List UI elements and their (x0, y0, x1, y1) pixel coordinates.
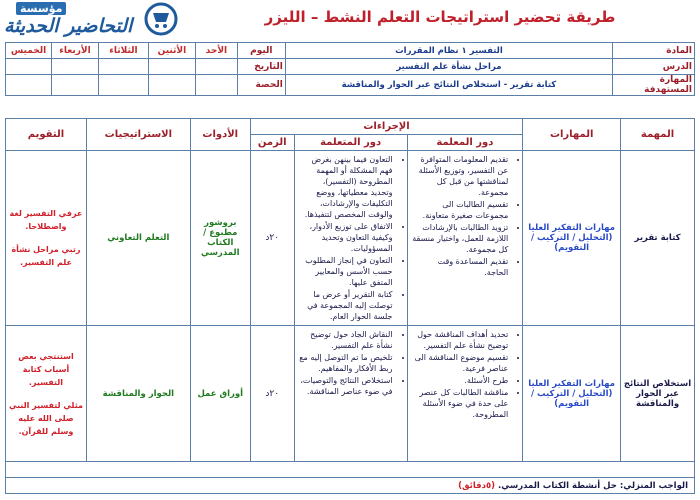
subject-value: التفسير ١ نظام المقررات (285, 43, 612, 59)
list-item: • تقديم المعلومات المتوافرة عن التفسير، وتوزيع الأسئلة لمناقشتها من قبل كل مجموعة. (412, 154, 509, 198)
evaluation-cell (6, 151, 87, 326)
strategy-cell: التعلم التعاوني (86, 151, 190, 326)
list-item: • تحديد أهداف المناقشة حول توضيح نشأة علم التفسير. (412, 329, 509, 351)
table-row (6, 326, 695, 462)
target-skill-value: كتابة تقرير - استخلاص النتائج عبر الحوار والمناقشة (285, 75, 612, 96)
header-skills: المهارات (523, 119, 621, 151)
homework-text: الواجب المنزلي: حل أنشطة الكتاب المدرسي. (498, 480, 688, 491)
skills-cell (523, 151, 621, 326)
list-item: • تقسيم موضوع المناقشة الى عناصر فرعية. (412, 352, 509, 374)
page-title: طريقة تحضير استراتيجات التعلم النشط – الليزر (264, 8, 616, 26)
header-procedures: الإجراءات (250, 119, 523, 135)
day-label: اليوم (237, 43, 285, 59)
logo-main-text: التحاضير الحديثة (4, 15, 133, 37)
skills-cell (523, 326, 621, 462)
task-cell: استخلاص النتائج عبر الحوار والمناقشة (621, 326, 695, 462)
list-item: • تزويد الطالبات بالإرشادات اللازمة للعمل، واختيار منسقة كل مجموعة. (412, 222, 509, 255)
evaluation-question-1: استنتجي بعض أسباب كتابة التفسير. (18, 351, 74, 387)
lesson-info-table (5, 42, 695, 96)
list-item: • مناقشة الطالبات كل عنصر على حدة في ضوء الأسئلة المطروحة. (412, 387, 509, 420)
list-item: • التعاون في إنجاز المطلوب حسب الأسس والمعايير المتفق عليها. (299, 255, 393, 288)
header-evaluation: التقويم (6, 119, 87, 151)
task-cell: كتابة تقرير (621, 151, 695, 326)
lesson-label: الدرس (613, 59, 695, 75)
list-item: • الاتفاق على توزيع الأدوار، وكيفية التعاون وتحديد المسؤوليات. (299, 221, 393, 254)
evaluation-question-2: مثلي لتفسير النبي صلى الله عليه وسلم للقرآن. (8, 400, 83, 436)
skills-line-2: (التحليل / التركيب / التقويم) (530, 233, 613, 253)
evaluation-cell (6, 326, 87, 462)
day-sunday: الأحد (195, 43, 237, 59)
day-tuesday: الثلاثاء (99, 43, 149, 59)
list-item: • طرح الأسئلة. (412, 375, 509, 386)
skills-line-1: مهارات التفكير العليا (528, 378, 616, 389)
day-wednesday: الأربعاء (52, 43, 99, 59)
tools-cell: أوراق عمل (190, 326, 250, 462)
list-item: • التعاون فيما بينهن بغرض فهم المشكلة أو المهمة المطروحة (التفسير)، وتحديد معطياتها، ووضع التكليفات والإرشادات، والوقت المخصص لتنفيذها. (299, 154, 393, 220)
tools-cell: بروشور مطبوع / الكتاب المدرسي (190, 151, 250, 326)
header-tools: الأدوات (190, 119, 250, 151)
header-time: الزمن (250, 135, 294, 151)
subject-label: المادة (613, 43, 695, 59)
table-row (6, 151, 695, 326)
lesson-value: مراحل نشأة علم التفسير (285, 59, 612, 75)
student-role-cell (294, 151, 407, 326)
day-thursday: الخميس (6, 43, 52, 59)
list-item: • تقديم المساعدة وقت الحاجة. (412, 256, 509, 278)
header-strategies: الاستراتيجيات (86, 119, 190, 151)
logo-small-text: مؤسسة (16, 2, 66, 15)
homework-row (6, 478, 695, 494)
homework-minutes: (٥دقائق) (458, 480, 496, 491)
list-item: • تقسيم الطالبات الى مجموعات صغيرة متعاونة. (412, 199, 509, 221)
teacher-role-cell (407, 326, 523, 462)
day-monday: الأثنين (148, 43, 195, 59)
list-item: • تلخيص ما تم التوصل إليه مع ربط الأفكار والمفاهيم. (299, 352, 393, 374)
period-label: الحصة (237, 75, 285, 96)
list-item: • استخلاص النتائج والتوصيات، في ضوء عناصر المناقشة. (299, 375, 393, 397)
header-teacher-role: دور المعلمة (407, 135, 523, 151)
strategy-cell: الحوار والمناقشة (86, 326, 190, 462)
date-label: التاريخ (237, 59, 285, 75)
evaluation-question-2: رتبي مراحل نشأة علم التفسير. (11, 245, 81, 267)
skills-line-1: مهارات التفكير العليا (528, 223, 616, 233)
lesson-plan-table (5, 118, 695, 494)
logo (4, 2, 176, 42)
list-item: • كتابة التقرير أو عرض ما توصلت إليه المجموعة في جلسة الحوار العام. (299, 289, 393, 322)
list-item: • النقاش الجاد حول توضيح نشأة علم التفسير. (299, 329, 393, 351)
cart-icon (144, 2, 178, 36)
evaluation-question-1: عرفي التفسير لغة واصطلاحا. (9, 209, 83, 231)
time-cell: ٢٠د (250, 326, 294, 462)
skills-line-2: (التحليل / التركيب / التقويم) (530, 388, 613, 409)
header-student-role: دور المتعلمة (294, 135, 407, 151)
teacher-role-cell (407, 151, 523, 326)
header-task: المهمة (621, 119, 695, 151)
student-role-cell (294, 326, 407, 462)
target-skill-label: المهارة المستهدفة (613, 75, 695, 96)
time-cell: ٢٠د (250, 151, 294, 326)
